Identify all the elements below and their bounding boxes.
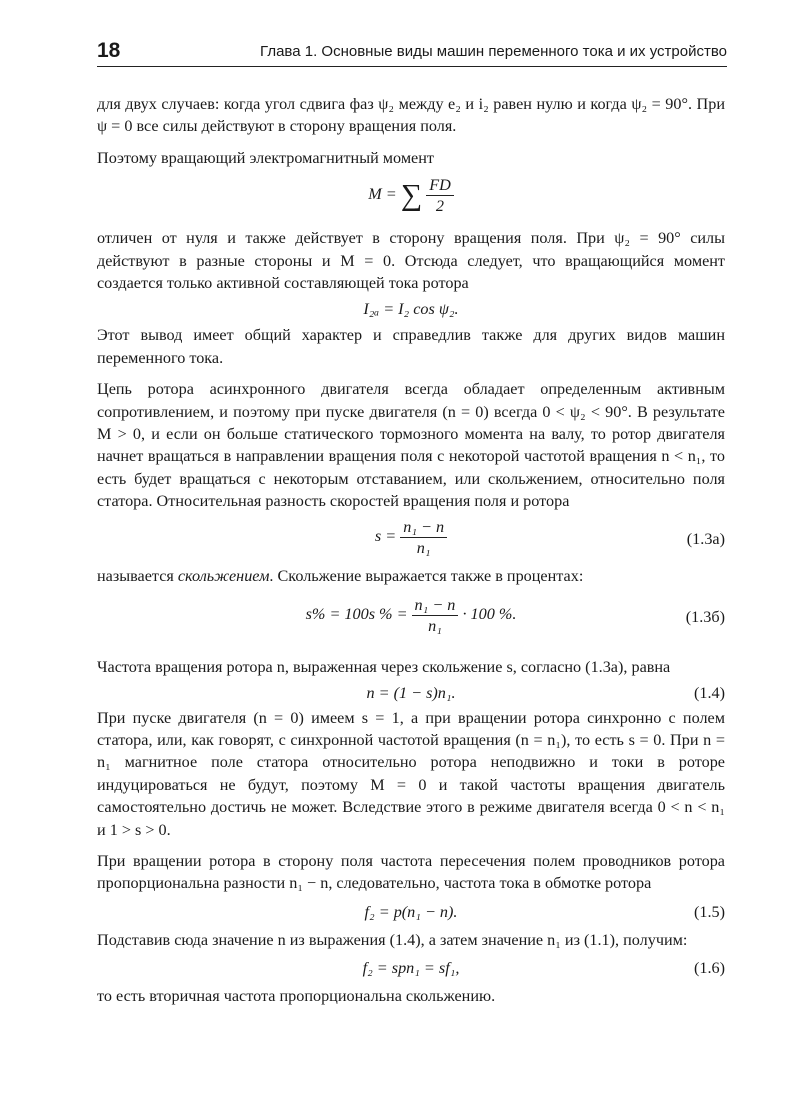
italic-term: скольжением xyxy=(177,566,270,585)
paragraph: Поэтому вращающий электромагнитный момент xyxy=(97,148,434,167)
fraction xyxy=(400,517,447,558)
paragraph: Цепь ротора асинхронного двигателя всегда обладает определенным активным сопротивлением, и поэтому при пуске двигателя (n = 0) всегда 0 < ψ₂ < 90°. В результате M > 0, и если он больше статического тормозного момента на валу, то ротор двигателя начнет вращаться в направлении вращения поля с некоторой частотой вращения n < n₁, то есть будет вращаться с некоторым отставанием, или скольжением, относительно поля статора. Относительная разность скоростей вращения поля и ротора xyxy=(97,380,725,511)
equation-text: n = (1 − s)n₁. xyxy=(366,683,456,702)
equation-moment xyxy=(97,169,725,227)
equation-text: f₂ = p(n₁ − n). xyxy=(364,902,458,921)
denominator: n₁ xyxy=(428,617,442,636)
numerator: n₁ − n xyxy=(400,517,447,538)
fraction xyxy=(412,595,459,636)
text-span: . Скольжение выражается также в процентах: xyxy=(269,566,584,585)
running-head: Глава 1. Основные виды машин переменного тока и их устройство xyxy=(260,43,727,60)
paragraph: Этот вывод имеет общий характер и справедлив также для других видов машин переменного тока. xyxy=(97,326,725,367)
equation-frequency xyxy=(97,895,725,929)
text-span: называется xyxy=(97,566,178,585)
paragraph: Частота вращения ротора n, выраженная через скольжение s, согласно (1.3а), равна xyxy=(97,658,671,677)
equation-number: (1.3б) xyxy=(685,607,725,626)
paragraph: При пуске двигателя (n = 0) имеем s = 1, а при вращении ротора синхронно с полем статора, или, как говорят, с синхронной частотой вращения (n = n₁), то есть s = 0. При n = n₁ магнитное поле статора относительно ротора неподвижно и токи в роторе индуцироваться не будут, поэтому M = 0 и такой частоты вращения двигатель самостоятельно достичь не может. Вследствие этого в режиме двигателя всегда 0 < n < n₁ и 1 > s > 0. xyxy=(97,708,726,839)
denominator: n₁ xyxy=(416,538,431,557)
equation-number: (1.3а) xyxy=(686,529,725,548)
page-number: 18 xyxy=(97,39,121,62)
paragraph: Подставив сюда значение n из выражения (1.4), а затем значение n₁ из (1.1), получим: xyxy=(97,930,688,949)
sum-symbol: ∑ xyxy=(400,178,423,212)
equation-text: s% = 100s % = xyxy=(305,605,412,624)
paragraph: то есть вторичная частота пропорциональна скольжению. xyxy=(97,987,496,1006)
equation-slip xyxy=(97,513,725,565)
equation-number: (1.4) xyxy=(693,683,725,702)
page-header xyxy=(97,38,727,68)
equation-text: s = xyxy=(374,526,401,545)
denominator: 2 xyxy=(435,197,445,216)
equation-current xyxy=(97,294,725,324)
equation-text: f₂ = spn₁ = sf₁, xyxy=(362,959,460,978)
equation-text: · 100 %. xyxy=(462,605,517,624)
equation-slip-percent xyxy=(97,587,725,647)
paragraph: При вращении ротора в сторону поля частота пересечения полем проводников ротора пропорциональна разности n₁ − n, следовательно, частота тока в обмотке ротора xyxy=(97,851,725,893)
equation-text: M = xyxy=(368,185,401,204)
page-body xyxy=(97,93,725,1008)
numerator: n₁ − n xyxy=(412,595,459,616)
equation-frequency-slip xyxy=(97,951,725,985)
equation-speed xyxy=(97,679,725,707)
equation-text: I₂ₐ = I₂ cos ψ₂. xyxy=(363,300,459,319)
header-rule xyxy=(97,66,727,67)
equation-number: (1.6) xyxy=(693,959,725,978)
fraction xyxy=(426,175,454,216)
equation-number: (1.5) xyxy=(693,902,725,921)
paragraph xyxy=(97,565,725,587)
paragraph: для двух случаев: когда угол сдвига фаз ψ₂ между e₂ и i₂ равен нулю и когда ψ₂ = 90°. При ψ = 0 все силы действуют в сторону вращения поля. xyxy=(97,95,725,136)
paragraph: отличен от нуля и также действует в сторону вращения поля. При ψ₂ = 90° силы действуют в разные стороны и M = 0. Отсюда следует, что вращающийся момент создается только активной составляющей тока ротора xyxy=(97,229,725,293)
numerator: FD xyxy=(426,175,454,196)
